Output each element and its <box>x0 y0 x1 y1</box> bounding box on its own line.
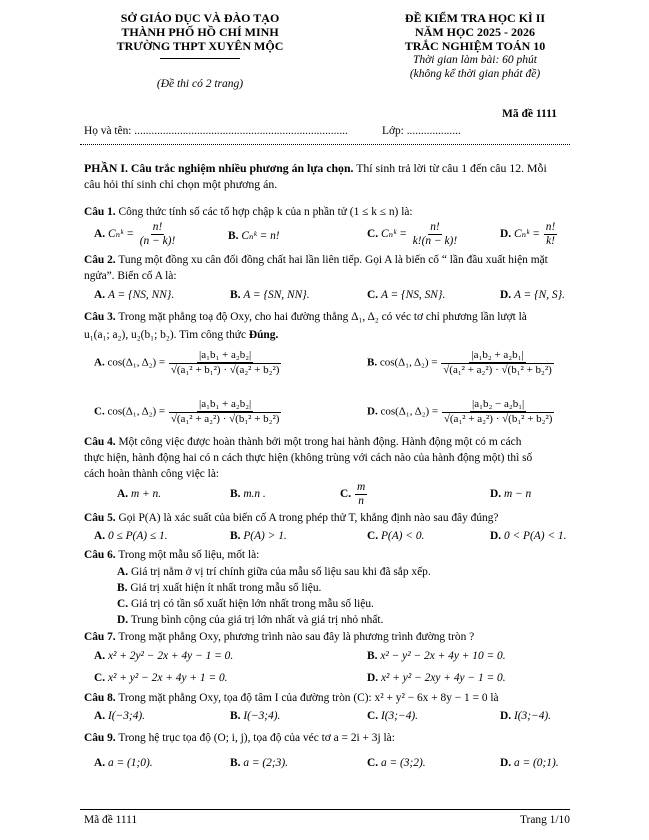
q8-option-b <box>230 710 280 722</box>
q7-stem-row <box>84 631 474 643</box>
q6-b-text: Giá trị xuất hiện ít nhất trong mẫu số liệu. <box>130 582 322 594</box>
q6-a-label: A. <box>117 566 129 578</box>
q9-stem: Trong hệ trục tọa độ (O; i, j), tọa độ của véc tơ a = 2i + 3j là: <box>118 732 395 744</box>
q9-b-text: a = (2;3). <box>243 757 289 769</box>
q3-d-fraction <box>442 398 555 426</box>
q4-stem-row <box>84 436 521 448</box>
q6-option-b <box>117 582 321 594</box>
q2-d-text: A = {N, S}. <box>513 289 566 301</box>
header-divider <box>80 144 570 145</box>
q3-a-lhs: cos(Δ₁, Δ₂) = <box>107 356 166 369</box>
q3-stem-line1: Trong mặt phẳng toạ độ Oxy, cho hai đường thẳng Δ₁, Δ₂ có véc tơ chỉ phương lần lượt là <box>118 311 527 323</box>
city-name: THÀNH PHỐ HỒ CHÍ MINH <box>121 25 279 39</box>
q7-option-c <box>94 672 228 684</box>
q2-option-c <box>367 289 445 301</box>
q3-option-d <box>367 398 555 426</box>
q8-label: Câu 8. <box>84 692 116 704</box>
q8-option-d <box>500 710 551 722</box>
q2-stem-line1: Tung một đồng xu cân đối đồng chất hai lần liên tiếp. Gọi A là biến cố “ lần đầu xuất hiện mặt <box>118 254 548 266</box>
school-name: TRƯỜNG THPT XUYÊN MỘC <box>116 39 284 53</box>
q4-c-den: n <box>358 495 364 507</box>
q1-option-b <box>228 228 280 242</box>
q1-a-den: (n − k)! <box>139 235 176 247</box>
q6-option-a <box>117 566 431 578</box>
q4-option-b <box>230 488 266 500</box>
school-year: NĂM HỌC 2025 - 2026 <box>415 25 535 39</box>
q5-c-label: C. <box>367 530 379 542</box>
q3-a-fraction <box>169 349 282 377</box>
class-field: Lớp: ................... <box>382 125 461 137</box>
q3-option-a <box>94 349 282 377</box>
q4-c-fraction <box>355 481 367 508</box>
q2-stem-line2: ngửa”. Biến cố A là: <box>84 270 177 282</box>
q3-d-den: √(a₁² + a₂²) · √(b₁² + b₂²) <box>443 413 553 425</box>
q4-stem-line1: Một công việc được hoàn thành bởi một trong hai hành động. Hành động một có m cách <box>118 436 522 448</box>
q5-b-label: B. <box>230 530 241 542</box>
q4-a-label: A. <box>117 488 129 500</box>
q6-stem: Trong một mẫu số liệu, mốt là: <box>118 549 260 561</box>
q3-b-label: B. <box>367 356 378 369</box>
q1-stem-row <box>84 206 413 218</box>
q6-stem-row <box>84 549 259 561</box>
q2-c-label: C. <box>367 289 379 301</box>
q3-b-lhs: cos(Δ₁, Δ₂) = <box>379 356 438 369</box>
q5-stem-row <box>84 512 499 524</box>
q9-option-d <box>500 757 559 769</box>
q9-a-text: a = (1;0). <box>107 757 153 769</box>
q3-c-num: |a₁b₁ + a₂b₂| <box>199 398 252 410</box>
footer-rule <box>80 809 570 810</box>
part1-desc-line1: Thí sinh trả lời từ câu 1 đến câu 12. Mỗi <box>353 161 547 175</box>
q2-option-b <box>230 289 310 301</box>
q5-label: Câu 5. <box>84 512 116 524</box>
q9-option-b <box>230 757 288 769</box>
q8-a-text: I(−3;4). <box>107 710 146 722</box>
q4-c-label: C. <box>340 488 352 501</box>
q5-b-text: P(A) > 1. <box>243 530 287 542</box>
q6-option-c <box>117 598 374 610</box>
q1-d-den: k! <box>546 235 555 247</box>
q3-b-den: √(a₁² + a₂²) · √(b₁² + b₂²) <box>443 364 552 376</box>
q1-c-label: C. <box>367 228 379 241</box>
part1-desc-line2: câu hỏi thí sinh chỉ chọn một phương án. <box>84 177 278 191</box>
q5-option-b <box>230 530 287 542</box>
exam-title: ĐỀ KIỂM TRA HỌC KÌ II <box>404 11 546 25</box>
q1-a-fraction <box>138 221 178 248</box>
q3-a-label: A. <box>94 356 105 369</box>
q4-d-label: D. <box>490 488 502 500</box>
q5-a-label: A. <box>94 530 106 542</box>
footer-page-number: Trang 1/10 <box>520 814 570 826</box>
q2-b-text: A = {SN, NN}. <box>243 289 310 301</box>
q5-c-text: P(A) < 0. <box>380 530 425 542</box>
q7-option-a <box>94 650 233 662</box>
q3-stem2-bold: Đúng. <box>248 329 279 341</box>
q8-c-label: C. <box>367 710 379 722</box>
q7-stem: Trong mặt phẳng Oxy, phương trình nào sau đây là phương trình đường tròn ? <box>118 631 475 643</box>
q3-c-lhs: cos(Δ₁, Δ₂) = <box>107 405 166 418</box>
department-name: SỞ GIÁO DỤC VÀ ĐÀO TẠO <box>120 11 280 25</box>
q6-d-text: Trung bình cộng của giá trị lớn nhất và giá trị nhỏ nhất. <box>130 614 384 626</box>
q1-d-fraction <box>544 221 558 248</box>
q5-option-c <box>367 530 424 542</box>
q1-d-label: D. <box>500 228 512 241</box>
time-limit: Thời gian làm bài: 60 phút <box>412 54 538 66</box>
part1-title: PHẦN I. Câu trắc nghiệm nhiều phương án lựa chọn. <box>84 161 354 175</box>
q5-stem: Gọi P(A) là xác suất của biến cố A trong phép thử T, khẳng định nào sau đây đúng? <box>118 512 499 524</box>
q2-option-d <box>500 289 565 301</box>
q9-option-c <box>367 757 426 769</box>
q2-label: Câu 2. <box>84 254 116 266</box>
q6-c-text: Giá trị có tần số xuất hiện lớn nhất trong mẫu số liệu. <box>130 598 374 610</box>
q5-a-text: 0 ≤ P(A) ≤ 1. <box>107 530 168 542</box>
q8-stem-row <box>84 692 499 704</box>
q3-option-c <box>94 398 282 426</box>
subject-title: TRẮC NGHIỆM TOÁN 10 <box>404 39 546 53</box>
q3-d-num: |a₁b₂ − a₂b₁| <box>472 398 525 410</box>
q8-d-label: D. <box>500 710 512 722</box>
q9-c-text: a = (3;2). <box>380 757 426 769</box>
q4-option-a <box>117 488 161 500</box>
q6-a-text: Giá trị nằm ở vị trí chính giữa của mẫu số liệu sau khi đã sắp xếp. <box>130 566 431 578</box>
q1-c-den: k!(n − k)! <box>412 235 458 247</box>
q7-label: Câu 7. <box>84 631 116 643</box>
q9-option-a <box>94 757 153 769</box>
q9-stem-row <box>84 732 395 744</box>
q6-label: Câu 6. <box>84 549 116 561</box>
q1-c-fraction <box>411 221 459 248</box>
q8-stem: Trong mặt phẳng Oxy, tọa độ tâm I của đường tròn (C): x² + y² − 6x + 8y − 1 = 0 là <box>118 692 499 704</box>
part1-heading <box>84 161 547 176</box>
q6-d-label: D. <box>117 614 129 626</box>
q1-d-lhs: Cₙᵏ = <box>513 228 540 241</box>
q9-a-label: A. <box>94 757 106 769</box>
q4-label: Câu 4. <box>84 436 116 448</box>
q2-a-label: A. <box>94 289 106 301</box>
q4-d-text: m − n <box>503 488 532 500</box>
q4-a-text: m + n. <box>130 488 162 500</box>
q2-c-text: A = {NS, SN}. <box>380 289 446 301</box>
q1-option-c <box>367 221 460 248</box>
q7-a-text: x² + 2y² − 2x + 4y − 1 = 0. <box>107 650 234 662</box>
q8-a-label: A. <box>94 710 106 722</box>
q9-d-text: a = (0;1). <box>513 757 559 769</box>
q9-d-label: D. <box>500 757 512 769</box>
q3-b-num: |a₁b₂ + a₂b₁| <box>471 349 524 361</box>
q4-option-d <box>490 488 531 500</box>
q3-stem-row <box>84 311 527 323</box>
page-count-note: (Đề thi có 2 trang) <box>156 78 244 90</box>
q7-option-d <box>367 672 506 684</box>
q6-c-label: C. <box>117 598 129 610</box>
q8-option-a <box>94 710 145 722</box>
q3-c-den: √(a₁² + a₂²) · √(b₁² + b₂²) <box>170 413 280 425</box>
q4-b-label: B. <box>230 488 241 500</box>
q3-label: Câu 3. <box>84 311 116 323</box>
q2-a-text: A = {NS, NN}. <box>107 289 175 301</box>
q3-stem-line2 <box>84 329 278 341</box>
q3-a-den: √(a₁² + b₁²) · √(a₂² + b₂²) <box>170 364 280 376</box>
q6-option-d <box>117 614 383 626</box>
q3-c-fraction <box>169 398 282 426</box>
q4-stem-line3: cách hoàn thành công việc là: <box>84 468 220 480</box>
q7-d-label: D. <box>367 672 379 684</box>
q3-b-fraction <box>441 349 554 377</box>
q3-stem2-text: u₁(a₁; a₂), u₂(b₁; b₂). Tìm công thức <box>84 329 249 341</box>
q1-b-text: Cₙᵏ = n! <box>241 230 280 242</box>
q7-b-text: x² − y² − 2x + 4y + 10 = 0. <box>380 650 506 662</box>
q7-c-label: C. <box>94 672 106 684</box>
q9-c-label: C. <box>367 757 379 769</box>
footer-exam-code: Mã đề 1111 <box>84 814 138 826</box>
time-note: (không kể thời gian phát đề) <box>409 68 541 80</box>
q9-b-label: B. <box>230 757 241 769</box>
q3-c-label: C. <box>94 405 105 418</box>
q1-a-lhs: Cₙᵏ = <box>107 228 134 241</box>
q3-a-num: |a₁b₁ + a₂b₂| <box>199 349 252 361</box>
q5-d-text: 0 < P(A) < 1. <box>503 530 567 542</box>
q1-stem: Công thức tính số các tổ hợp chập k của n phần tử (1 ≤ k ≤ n) là: <box>118 206 413 218</box>
q8-c-text: I(3;−4). <box>380 710 419 722</box>
q2-b-label: B. <box>230 289 241 301</box>
q1-c-num: n! <box>430 221 440 233</box>
q7-d-text: x² + y² − 2xy + 4y − 1 = 0. <box>380 672 506 684</box>
q2-d-label: D. <box>500 289 512 301</box>
q5-option-d <box>490 530 566 542</box>
q1-option-a <box>94 221 178 248</box>
q1-option-d <box>500 221 558 248</box>
q6-b-label: B. <box>117 582 128 594</box>
q8-b-label: B. <box>230 710 241 722</box>
q1-a-num: n! <box>152 221 163 233</box>
q2-option-a <box>94 289 174 301</box>
q1-c-lhs: Cₙᵏ = <box>380 228 407 241</box>
header-left-rule <box>160 58 240 59</box>
student-name-field: Họ và tên: ........................................................................... <box>84 125 348 137</box>
q1-b-label: B. <box>228 230 239 242</box>
q8-d-text: I(3;−4). <box>513 710 552 722</box>
q4-b-text: m.n . <box>243 488 266 500</box>
q4-stem-line2: thực hiện, hành động hai có n cách thực hiện (không trùng với cách nào của hành động một) thì số <box>84 452 533 464</box>
q2-stem-row <box>84 254 548 266</box>
q1-d-num: n! <box>545 221 556 233</box>
q7-c-text: x² + y² − 2x + 4y + 1 = 0. <box>107 672 228 684</box>
q4-c-num: m <box>356 481 366 493</box>
q1-label: Câu 1. <box>84 206 116 218</box>
q3-d-lhs: cos(Δ₁, Δ₂) = <box>380 405 439 418</box>
q7-b-label: B. <box>367 650 378 662</box>
exam-code: Mã đề 1111 <box>502 108 557 120</box>
q5-option-a <box>94 530 168 542</box>
q7-option-b <box>367 650 506 662</box>
q3-option-b <box>367 349 555 377</box>
q5-d-label: D. <box>490 530 502 542</box>
q3-d-label: D. <box>367 405 378 418</box>
q7-a-label: A. <box>94 650 106 662</box>
q8-b-text: I(−3;4). <box>243 710 281 722</box>
q4-option-c <box>340 481 368 508</box>
q1-a-label: A. <box>94 228 106 241</box>
q9-label: Câu 9. <box>84 732 116 744</box>
q8-option-c <box>367 710 418 722</box>
